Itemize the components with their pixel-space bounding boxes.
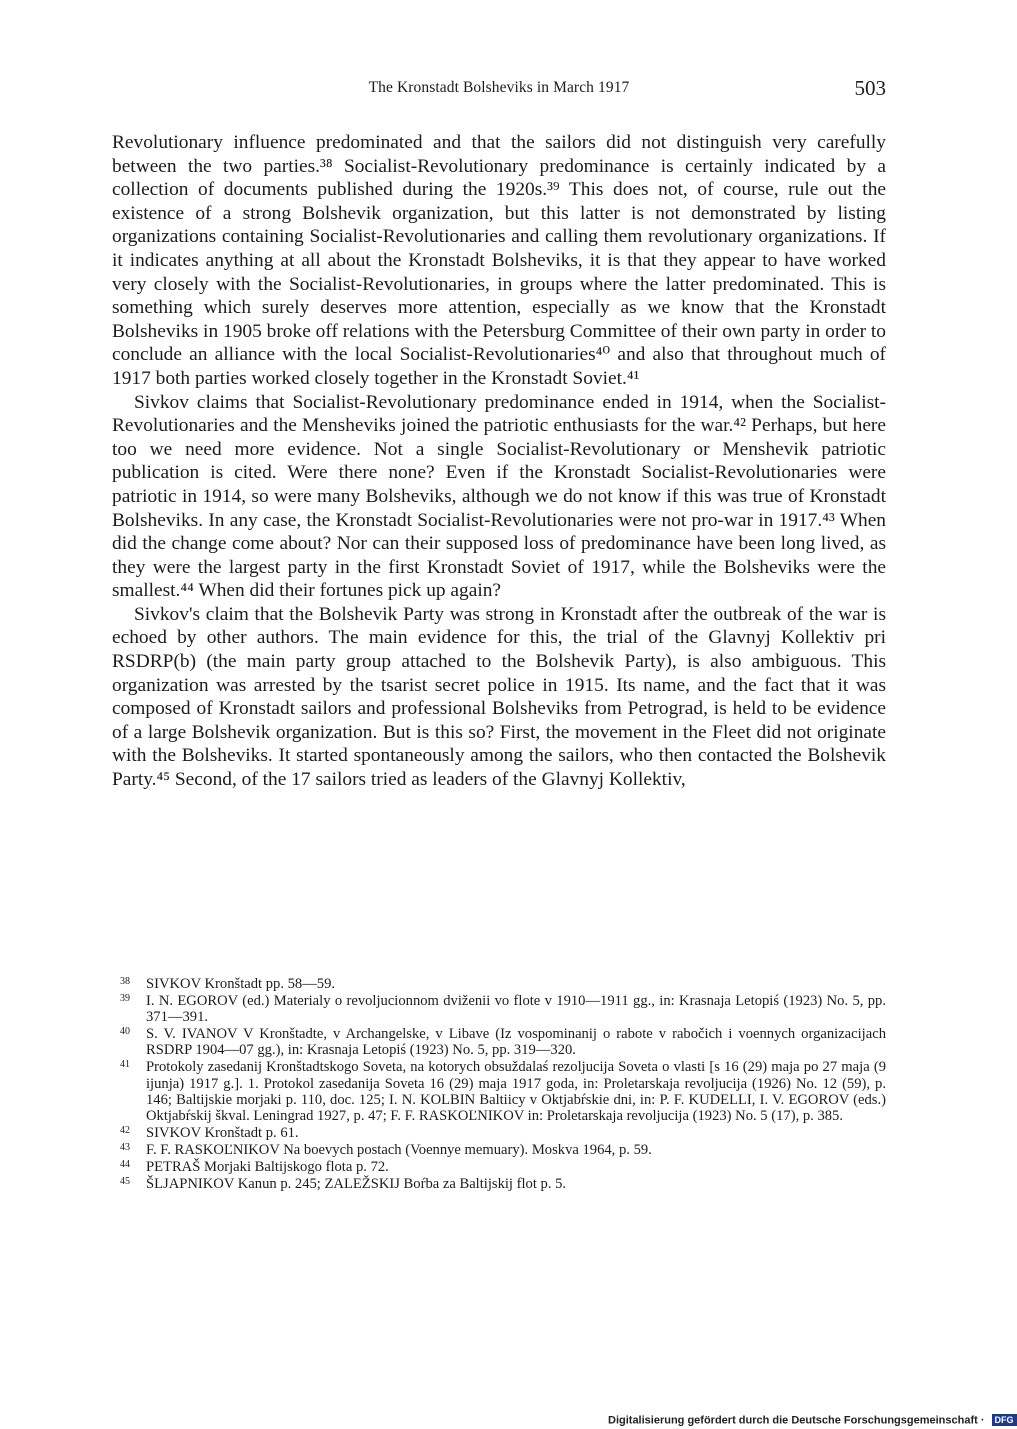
footer-text: Digitalisierung gefördert durch die Deutsche Forschungsgemeinschaft · [608,1414,985,1427]
footnote-text: Protokoly zasedanij Kronštadtskogo Soveta, na kotorych obsuždalaś rezoljucija Soveta o vlasti [s 16 (29) maja po 27 maja (9 ijunja) 1917 g.]. 1. Protokol zasedanija Soveta 16 (29) maja 1917 goda, in: Proletarskaja revoljucija (1926) No. 12 (59), p. 146; Baltijskie morjaki p. 110, doc. 125; I. N. KOLBIN Baltiicy v Oktjabŕskie dni, in: P. F. KUDELLI, I. V. EGOROV (eds.) Oktjabŕskij škval. Leningrad 1927, p. 47; F. F. RASKOĽNIKOV in: Proletarskaja revoljucija (1923) No. 5 (17), p. 385. [146,1059,886,1124]
footnote-number: 45 [120,1176,130,1188]
footnotes [112,976,886,1193]
dfg-logo-icon: DFG [992,1414,1017,1426]
paragraph: Sivkov's claim that the Bolshevik Party was strong in Kronstadt after the outbreak of the war is echoed by other authors. The main evidence for this, the trial of the Glavnyj Kollektiv pri RSDRP(b) (the main party group attached to the Bolshevik Party), is also ambiguous. This organization was arrested by the tsarist secret police in 1915. Its name, and the fact that it was composed of Kronstadt sailors and professional Bolsheviks from Petrograd, is held to be evidence of a large Bolshevik organization. But is this so? First, the movement in the Fleet did not originate with the Bolsheviks. It started spontaneously among the sailors, who then contacted the Bolshevik Party.⁴⁵ Second, of the 17 sailors tried as leaders of the Glavnyj Kollektiv, [112,603,886,791]
footnote-number: 44 [120,1159,130,1171]
footnote-text: F. F. RASKOĽNIKOV Na boevych postach (Voennye memuary). Moskva 1964, p. 59. [146,1141,652,1158]
footnote-text: PETRAŠ Morjaki Baltijskogo flota p. 72. [146,1159,389,1176]
page-header [112,76,886,106]
footnote-text: S. V. IVANOV V Kronštadte, v Archangelske, v Libave (Iz vospominanij o rabote v rabočich i voennych organizacijach RSDRP 1904—07 gg.), in: Krasnaja Letopiś (1923) No. 5, pp. 319—320. [146,1026,886,1059]
footnote-number: 43 [120,1141,130,1153]
footnote [112,1159,886,1175]
footnote-number: 42 [120,1124,130,1136]
footnote [112,1059,886,1123]
footnote-text: SIVKOV Kronštadt p. 61. [146,1124,299,1141]
paragraph: Revolutionary influence predominated and that the sailors did not distinguish very carefully between the two parties.³⁸ Socialist-Revolutionary predominance is certainly indicated by a collection of documents published during the 1920s.³⁹ This does not, of course, rule out the existence of a strong Bolshevik organization, but this latter is not demonstrated by listing organizations containing Socialist-Revolutionaries and calling them revolutionary organizations. If it indicates anything at all about the Kronstadt Bolsheviks, it is that they appear to have worked very closely with the Socialist-Revolutionaries, in groups where the latter predominated. This is something which surely deserves more attention, especially as we know that the Kronstadt Bolsheviks in 1905 broke off relations with the Petersburg Committee of their own party in order to conclude an alliance with the local Socialist-Revolutionaries⁴⁰ and also that throughout much of 1917 both parties worked closely together in the Kronstadt Soviet.⁴¹ [112,132,886,389]
footnote [112,1125,886,1141]
footnote-text: I. N. EGOROV (ed.) Materialy o revoljucionnom dviženii vo flote v 1910—1911 gg., in: Krasnaja Letopiś (1923) No. 5, pp. 371—391. [146,993,886,1026]
footnote-number: 40 [120,1026,130,1038]
footnote [112,1026,886,1058]
page-number: 503 [854,76,886,100]
footnote-number: 39 [120,993,130,1005]
footnote-number: 38 [120,976,130,987]
body-text [112,131,886,792]
footnote [112,1176,886,1192]
running-head: The Kronstadt Bolsheviks in March 1917 [368,79,630,96]
footnote [112,993,886,1025]
footnote [112,976,886,992]
footnote-text: ŠLJAPNIKOV Kanun p. 245; ZALEŽSKIJ Boŕba za Baltijskij flot p. 5. [146,1176,567,1193]
footnote-number: 41 [120,1059,130,1071]
digitization-footer [608,1411,1017,1425]
footnote [112,1142,886,1158]
footnote-text: SIVKOV Kronštadt pp. 58—59. [146,976,336,992]
paragraph: Sivkov claims that Socialist-Revolutionary predominance ended in 1914, when the Socialist-Revolutionaries and the Mensheviks joined the patriotic enthusiasts for the war.⁴² Perhaps, but here too we need more evidence. Not a single Socialist-Revolutionary or Menshevik patriotic publication is cited. Were there none? Even if the Kronstadt Socialist-Revolutionaries were patriotic in 1914, so were many Bolsheviks, although we do not know if this was true of Kronstadt Bolsheviks. In any case, the Kronstadt Socialist-Revolutionaries were not pro-war in 1917.⁴³ When did the change come about? Nor can their supposed loss of predominance have been long lived, as they were the largest party in the first Kronstadt Soviet of 1917, while the Bolsheviks were the smallest.⁴⁴ When did their fortunes pick up again? [112,391,886,602]
